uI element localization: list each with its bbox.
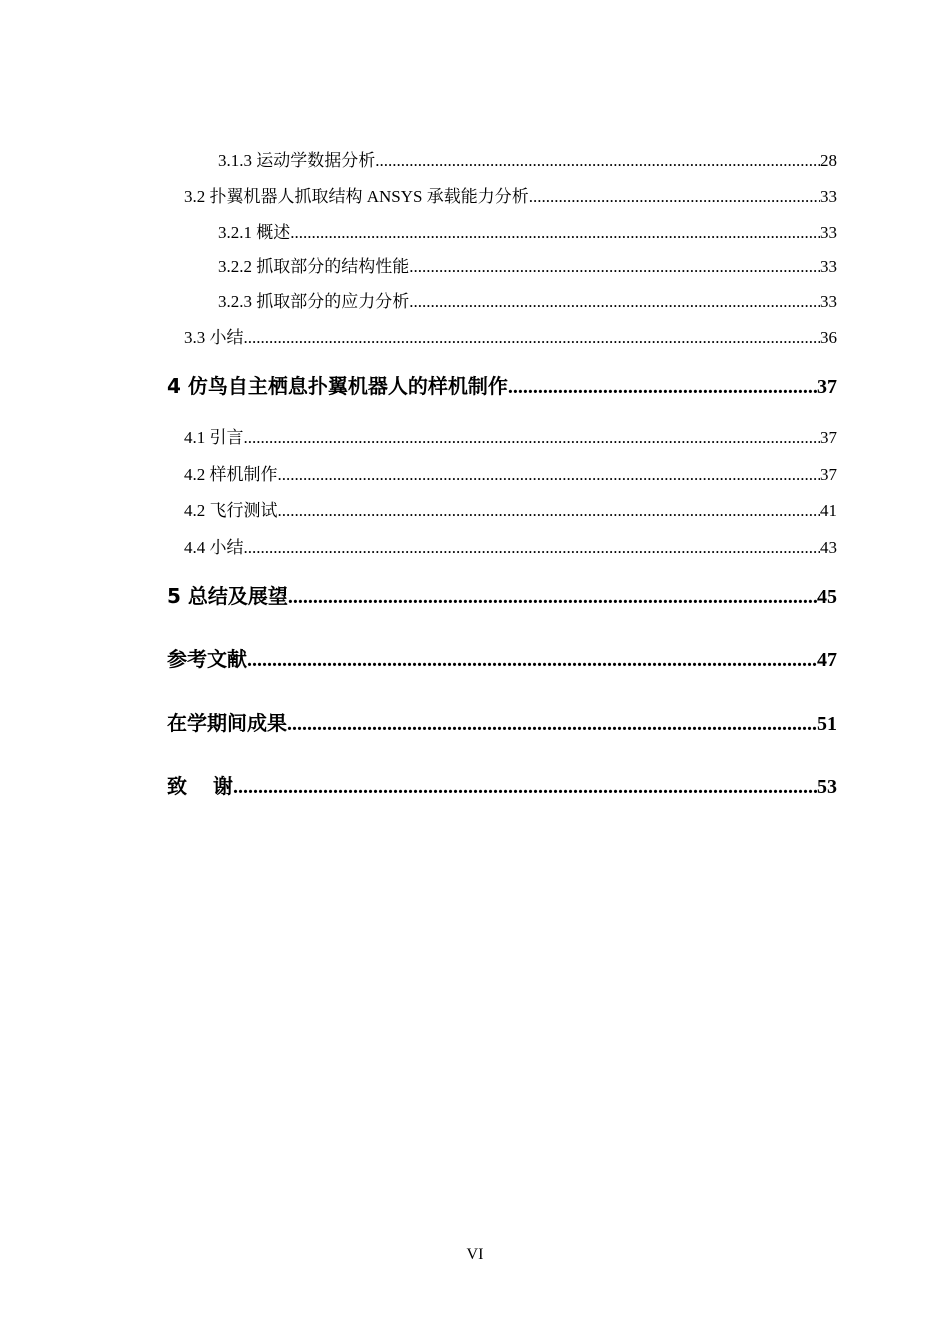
toc-entry-3-2-3[interactable] <box>218 287 837 312</box>
toc-entry-4-2-prototype[interactable] <box>184 460 837 485</box>
toc-entry-title-part2: 谢 <box>213 774 233 798</box>
toc-dot-leader <box>409 257 820 277</box>
toc-dot-leader <box>508 376 817 399</box>
toc-entry-chapter-4[interactable] <box>167 370 837 399</box>
toc-entry-4-1[interactable] <box>184 423 837 448</box>
toc-entry-title: 参考文献 <box>167 647 247 671</box>
toc-dot-leader <box>278 501 821 521</box>
toc-entry-page: 41 <box>820 501 837 520</box>
toc-dot-leader <box>409 292 820 312</box>
toc-dot-leader <box>529 187 820 207</box>
toc-dot-leader <box>290 223 820 243</box>
toc-entry-page: 37 <box>820 428 837 447</box>
toc-entry-page: 37 <box>817 376 837 398</box>
toc-dot-leader <box>233 776 817 799</box>
toc-entry-title-part1: 致 <box>167 774 187 798</box>
toc-entry-references[interactable] <box>167 643 837 672</box>
toc-entry-chapter-5[interactable] <box>167 580 837 609</box>
toc-entry-title: 3.2.1 概述 <box>218 223 291 242</box>
toc-entry-title: 4.4 小结 <box>184 538 244 557</box>
toc-entry-acknowledgements[interactable] <box>167 770 837 799</box>
toc-dot-leader <box>278 465 821 485</box>
toc-entry-3-2-2[interactable] <box>218 252 837 277</box>
toc-entry-title <box>167 770 233 799</box>
toc-entry-4-4[interactable] <box>184 533 837 558</box>
toc-entry-title: 5 总结及展望 <box>167 584 288 608</box>
toc-entry-title: 在学期间成果 <box>167 711 287 735</box>
toc-entry-3-1-3[interactable] <box>218 146 837 171</box>
toc-dot-leader <box>288 586 817 609</box>
toc-entry-title: 4 仿鸟自主栖息扑翼机器人的样机制作 <box>167 374 508 398</box>
toc-entry-3-2[interactable] <box>184 182 837 207</box>
toc-entry-title: 3.2.2 抓取部分的结构性能 <box>218 257 410 276</box>
toc-entry-3-3[interactable] <box>184 323 837 348</box>
toc-entry-title: 4.1 引言 <box>184 428 244 447</box>
toc-entry-title: 4.2 样机制作 <box>184 465 278 484</box>
toc-entry-title: 3.3 小结 <box>184 328 244 347</box>
toc-entry-4-2-flight-test[interactable] <box>184 496 837 521</box>
toc-entry-page: 33 <box>820 223 837 242</box>
toc-dot-leader <box>247 649 817 672</box>
toc-dot-leader <box>375 151 820 171</box>
toc-dot-leader <box>287 713 817 736</box>
toc-entry-3-2-1[interactable] <box>218 218 837 243</box>
toc-entry-title: 3.2.3 抓取部分的应力分析 <box>218 292 410 311</box>
toc-entry-title: 4.2 飞行测试 <box>184 501 278 520</box>
toc-entry-page: 36 <box>820 328 837 347</box>
toc-entry-page: 43 <box>820 538 837 557</box>
toc-entry-page: 33 <box>820 257 837 276</box>
toc-entry-page: 47 <box>817 649 837 671</box>
toc-entry-page: 37 <box>820 465 837 484</box>
toc-dot-leader <box>244 328 821 348</box>
toc-dot-leader <box>244 428 821 448</box>
toc-entry-page: 33 <box>820 292 837 311</box>
page-number-footer: VI <box>466 1246 484 1263</box>
toc-dot-leader <box>244 538 821 558</box>
toc-entry-page: 45 <box>817 586 837 608</box>
toc-entry-page: 33 <box>820 187 837 206</box>
toc-entry-achievements[interactable] <box>167 707 837 736</box>
toc-entry-page: 28 <box>820 151 837 170</box>
toc-entry-title: 3.1.3 运动学数据分析 <box>218 151 376 170</box>
toc-entry-title: 3.2 扑翼机器人抓取结构 ANSYS 承载能力分析 <box>184 187 529 206</box>
toc-entry-page: 51 <box>817 713 837 735</box>
toc-entry-page: 53 <box>817 776 837 798</box>
